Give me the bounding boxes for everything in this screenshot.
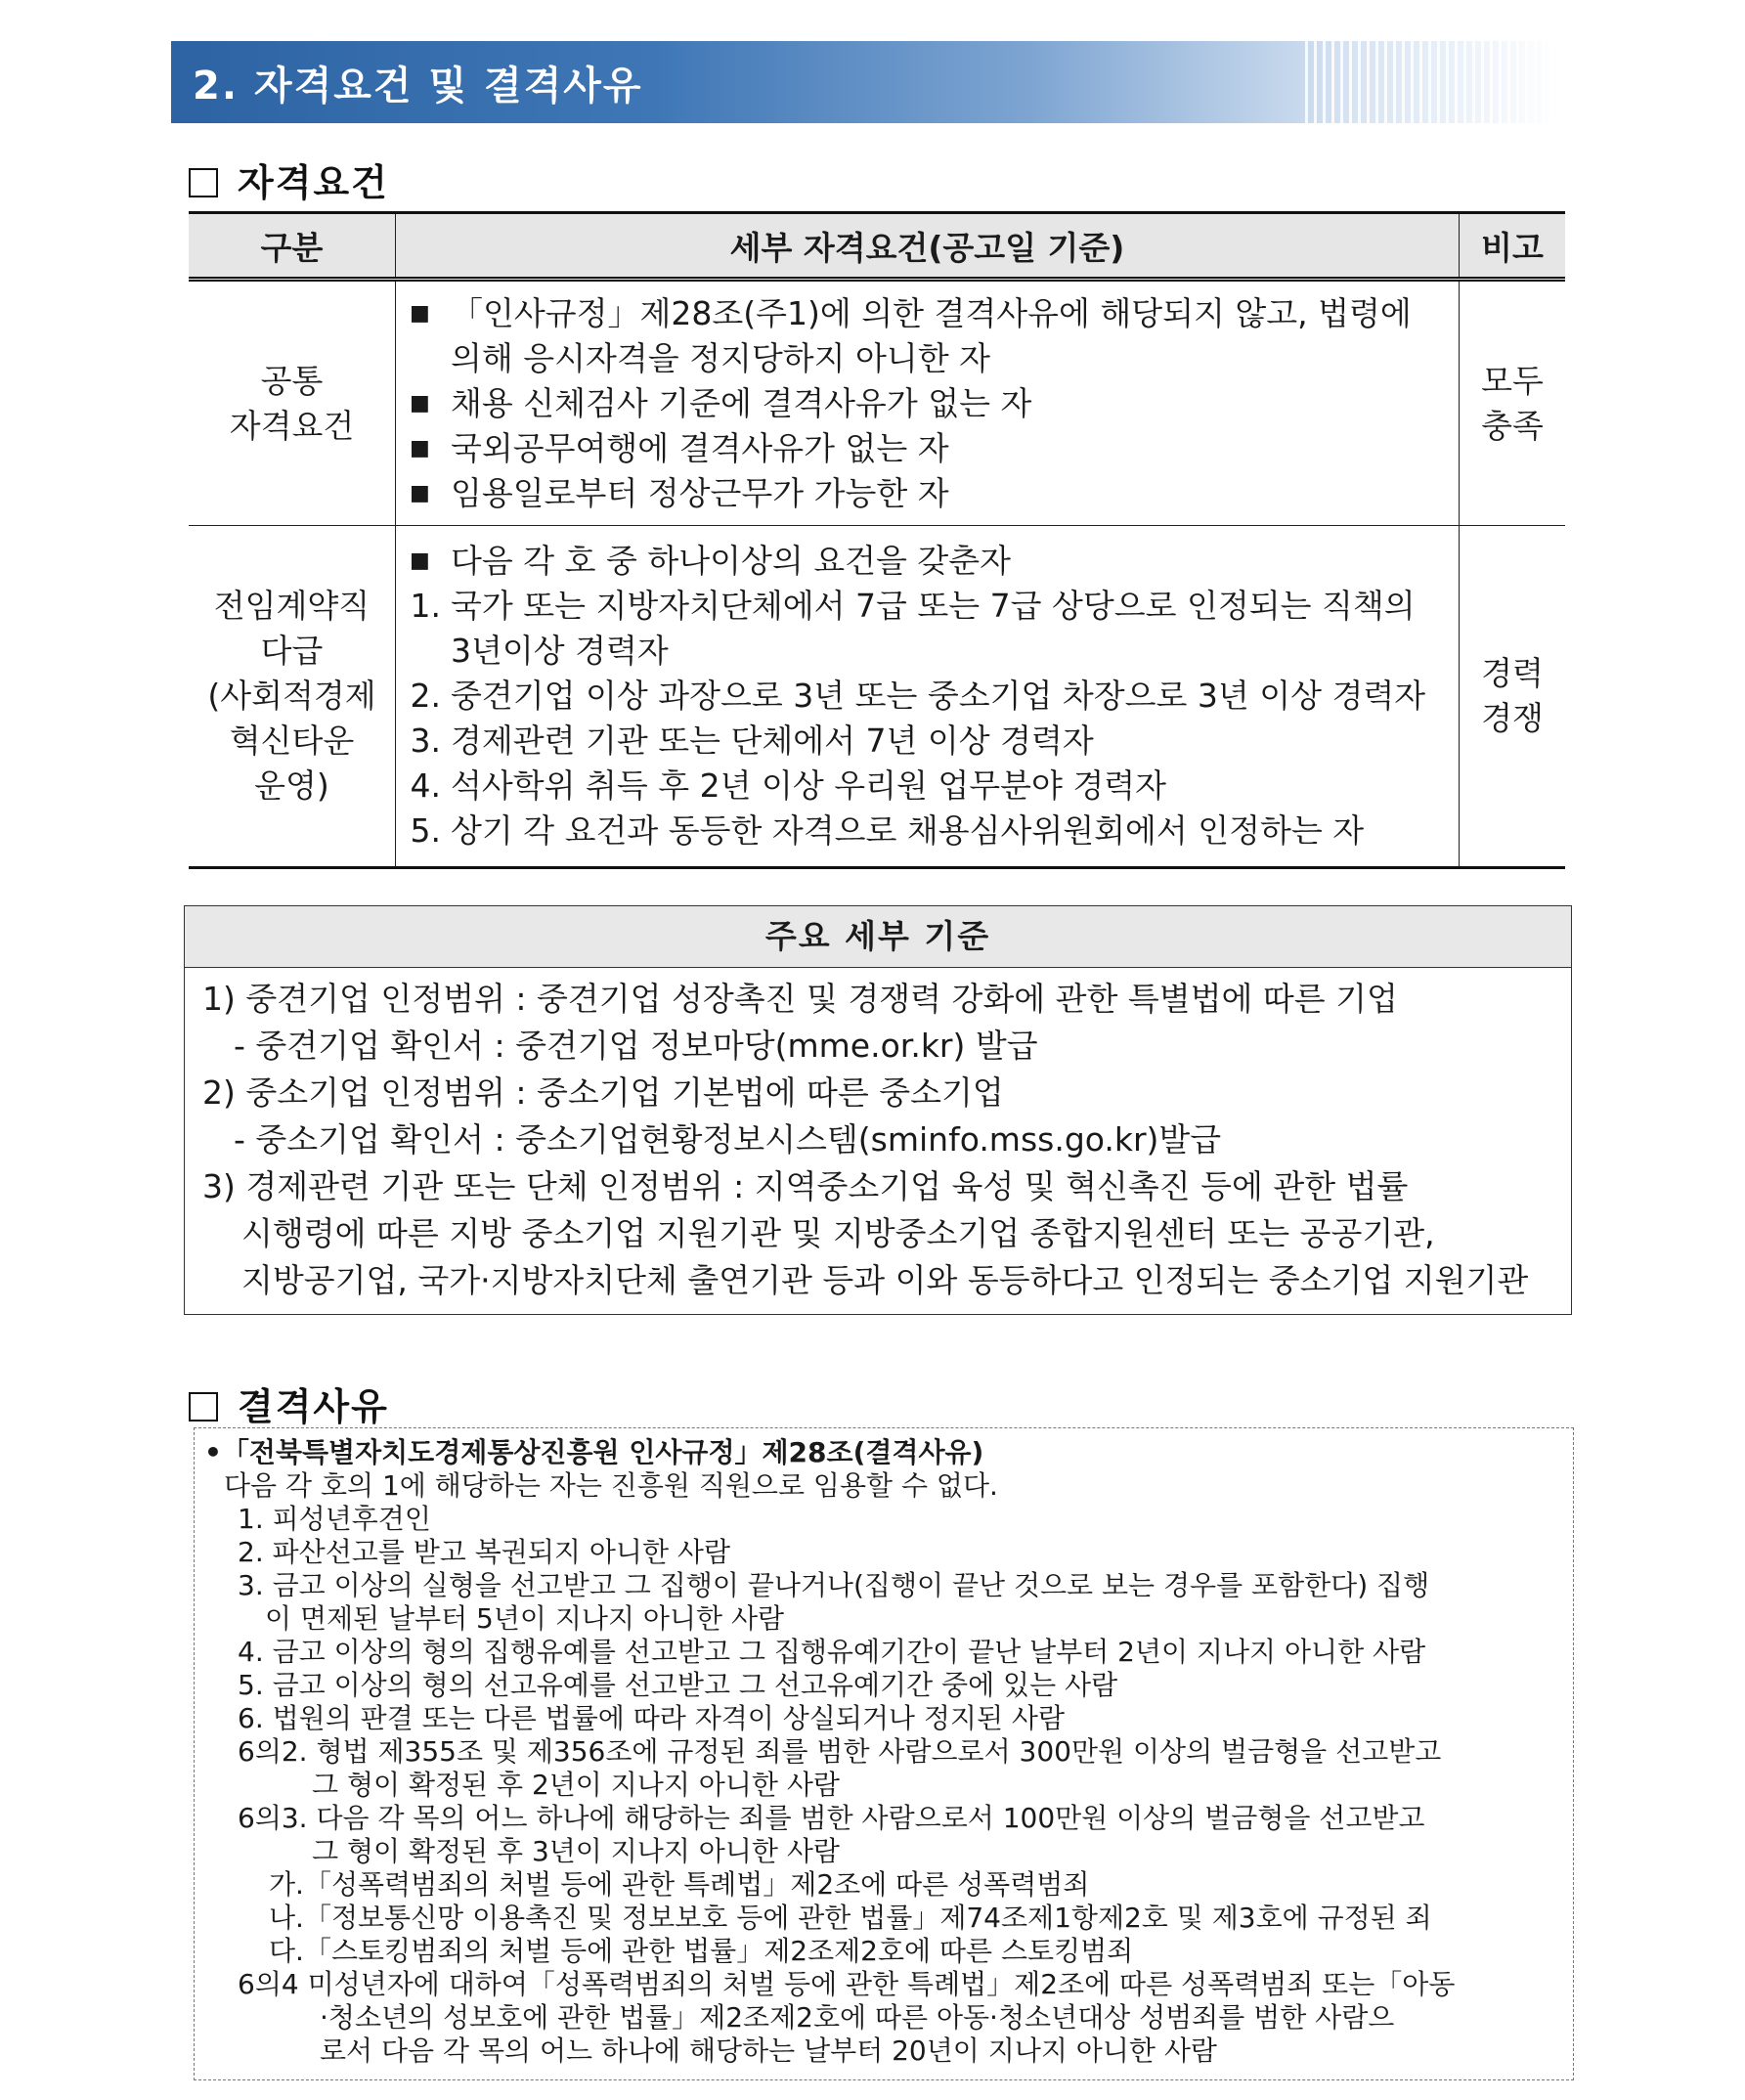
row-category (189, 526, 396, 868)
list-item (410, 381, 1445, 426)
criteria-body (185, 968, 1571, 1314)
sub-list-item: 가.「성폭력범죄의 처벌 등에 관한 특례법」제2조에 따른 성폭력범죄 (269, 1868, 1090, 1901)
row-detail (396, 280, 1460, 526)
item-text: 경제관련 기관 또는 단체에서 7년 이상 경력자 (451, 722, 1094, 760)
note-line: 모두 (1481, 361, 1544, 400)
category-line: 공통 (260, 361, 324, 400)
item-text: 채용 신체검사 기준에 결격사유가 없는 자 (451, 383, 1032, 422)
item-text: 석사학위 취득 후 2년 이상 우리원 업무분야 경력자 (451, 766, 1166, 805)
criteria-line: 3) 경제관련 기관 또는 단체 인정범위 : 지역중소기업 육성 및 혁신촉진 등에 관한 법률 (202, 1167, 1409, 1205)
list-item-continued: ·청소년의 성보호에 관한 법률」제2조제2호에 따른 아동·청소년대상 성범죄를 범한 사람으 (320, 2001, 1395, 2034)
criteria-box (184, 905, 1572, 1315)
list-item: 4. 금고 이상의 형의 집행유예를 선고받고 그 집행유예기간이 끝난 날부터 2년이 지나지 아니한 사람 (238, 1636, 1426, 1668)
qualification-heading (189, 153, 389, 206)
criteria-line: - 중소기업 확인서 : 중소기업현황정보시스템(sminfo.mss.go.kr)발급 (234, 1120, 1222, 1159)
criteria-line: 시행령에 따른 지방 중소기업 지원기관 및 지방중소기업 종합지원센터 또는 공공기관, (241, 1214, 1435, 1252)
sub-list-item: 나.「정보통신망 이용촉진 및 정보보호 등에 관한 법률」제74조제1항제2호 및 제3호에 규정된 죄 (269, 1902, 1432, 1934)
list-item: 6의2. 형법 제355조 및 제356조에 규정된 죄를 범한 사람으로서 300만원 이상의 벌금형을 선고받고 (238, 1735, 1442, 1768)
list-item (410, 584, 1445, 629)
list-item: 3. 금고 이상의 실형을 선고받고 그 집행이 끝나거나(집행이 끝난 것으로 보는 경우를 포함한다) 집행 (238, 1569, 1430, 1601)
disqualification-heading-text: 결격사유 (238, 1385, 389, 1428)
list-item: 6. 법원의 판결 또는 다른 법률에 따라 자격이 상실되거나 정지된 사람 (238, 1702, 1066, 1734)
disqualification-box (194, 1427, 1574, 2080)
table-row (189, 526, 1565, 868)
item-text: 상기 각 요건과 동등한 자격으로 채용심사위원회에서 인정하는 자 (451, 811, 1365, 850)
section-banner (171, 41, 1559, 123)
criteria-line: 지방공기업, 국가·지방자치단체 출연기관 등과 이와 동등하다고 인정되는 중소기업 지원기관 (241, 1261, 1529, 1299)
banner-stripes (1305, 41, 1559, 123)
list-item: 2. 파산선고를 받고 복권되지 아니한 사람 (238, 1536, 730, 1568)
note-line: 경쟁 (1481, 699, 1544, 737)
category-line: (사회적경제 (207, 677, 376, 715)
item-text: 국외공무여행에 결격사유가 없는 자 (451, 428, 949, 467)
qualification-table (189, 211, 1565, 869)
list-item: 6의4 미성년자에 대하여「성폭력범죄의 처벌 등에 관한 특례법」제2조에 따른 성폭력범죄 또는「아동 (238, 1968, 1456, 2000)
criteria-line: - 중견기업 확인서 : 중견기업 정보마당(mme.or.kr) 발급 (234, 1027, 1038, 1065)
qualification-heading-text: 자격요건 (238, 161, 389, 204)
row-note (1460, 526, 1566, 868)
list-item (410, 471, 1445, 516)
header-detail: 세부 자격요건(공고일 기준) (396, 213, 1460, 280)
list-item: 1. 피성년후견인 (238, 1503, 431, 1535)
item-text-continued: 3년이상 경력자 (451, 632, 669, 670)
criteria-title: 주요 세부 기준 (185, 906, 1571, 968)
list-item-continued: 그 형이 확정된 후 2년이 지나지 아니한 사람 (312, 1769, 840, 1801)
list-item (410, 719, 1445, 764)
note-line: 충족 (1481, 406, 1544, 445)
table-header-row (189, 213, 1565, 280)
item-number: 2. (410, 677, 441, 715)
checkbox-square-icon (189, 1392, 218, 1422)
list-item (410, 426, 1445, 471)
table-row (189, 280, 1565, 526)
category-line: 혁신타운 (229, 722, 355, 760)
header-note: 비고 (1460, 213, 1566, 280)
item-text-continued: 의해 응시자격을 정지당하지 아니한 자 (451, 338, 991, 377)
item-number: 4. (410, 766, 441, 805)
square-bullet-icon: ■ (410, 390, 430, 416)
section-title: 2. 자격요건 및 결격사유 (193, 64, 643, 109)
note-line: 경력 (1481, 654, 1544, 692)
item-text: 다음 각 호 중 하나이상의 요건을 갖춘자 (451, 542, 1011, 580)
category-line: 운영) (254, 766, 329, 805)
category-line: 다급 (260, 632, 324, 670)
list-item: 5. 금고 이상의 형의 선고유예를 선고받고 그 선고유예기간 중에 있는 사람 (238, 1669, 1118, 1701)
square-bullet-icon: ■ (410, 435, 430, 460)
list-item (410, 539, 1445, 584)
item-text: 국가 또는 지방자치단체에서 7급 또는 7급 상당으로 인정되는 직책의 (451, 587, 1416, 625)
list-item-continued: 이 면제된 날부터 5년이 지나지 아니한 사람 (265, 1602, 785, 1635)
disqualification-intro: 다음 각 호의 1에 해당하는 자는 진흥원 직원으로 임용할 수 없다. (224, 1469, 998, 1502)
list-item (410, 291, 1445, 336)
criteria-line: 1) 중견기업 인정범위 : 중견기업 성장촉진 및 경쟁력 강화에 관한 특별법에 따른 기업 (202, 980, 1398, 1018)
item-text: 임용일로부터 정상근무가 가능한 자 (451, 473, 949, 512)
list-item: 6의3. 다음 각 목의 어느 하나에 해당하는 죄를 범한 사람으로서 100만원 이상의 벌금형을 선고받고 (238, 1802, 1425, 1834)
list-item (410, 809, 1445, 853)
criteria-line: 2) 중소기업 인정범위 : 중소기업 기본법에 따른 중소기업 (202, 1073, 1004, 1112)
square-bullet-icon: ■ (410, 300, 430, 326)
sub-list-item: 다.「스토킹범죄의 처벌 등에 관한 법률」제2조제2호에 따른 스토킹범죄 (269, 1935, 1134, 1967)
list-item (410, 764, 1445, 809)
list-item (410, 674, 1445, 719)
item-text: 「인사규정」제28조(주1)에 의한 결격사유에 해당되지 않고, 법령에 (451, 293, 1412, 332)
header-category: 구분 (189, 213, 396, 280)
square-bullet-icon: ■ (410, 548, 430, 573)
row-detail (396, 526, 1460, 868)
item-number: 5. (410, 811, 441, 850)
row-note (1460, 280, 1566, 526)
square-bullet-icon: ■ (410, 480, 430, 505)
list-item-continued: 로서 다음 각 목의 어느 하나에 해당하는 날부터 20년이 지나지 아니한 사람 (320, 2034, 1217, 2067)
row-category (189, 280, 396, 526)
item-number: 1. (410, 587, 441, 625)
category-line: 전임계약직 (213, 587, 371, 625)
checkbox-square-icon (189, 168, 218, 197)
item-number: 3. (410, 722, 441, 760)
category-line: 자격요건 (229, 406, 355, 445)
disqualification-heading (189, 1377, 389, 1430)
item-text: 중견기업 이상 과장으로 3년 또는 중소기업 차장으로 3년 이상 경력자 (451, 677, 1426, 715)
disqualification-title: •「전북특별자치도경제통상진흥원 인사규정」제28조(결격사유) (204, 1436, 984, 1468)
list-item-continued: 그 형이 확정된 후 3년이 지나지 아니한 사람 (312, 1835, 840, 1867)
